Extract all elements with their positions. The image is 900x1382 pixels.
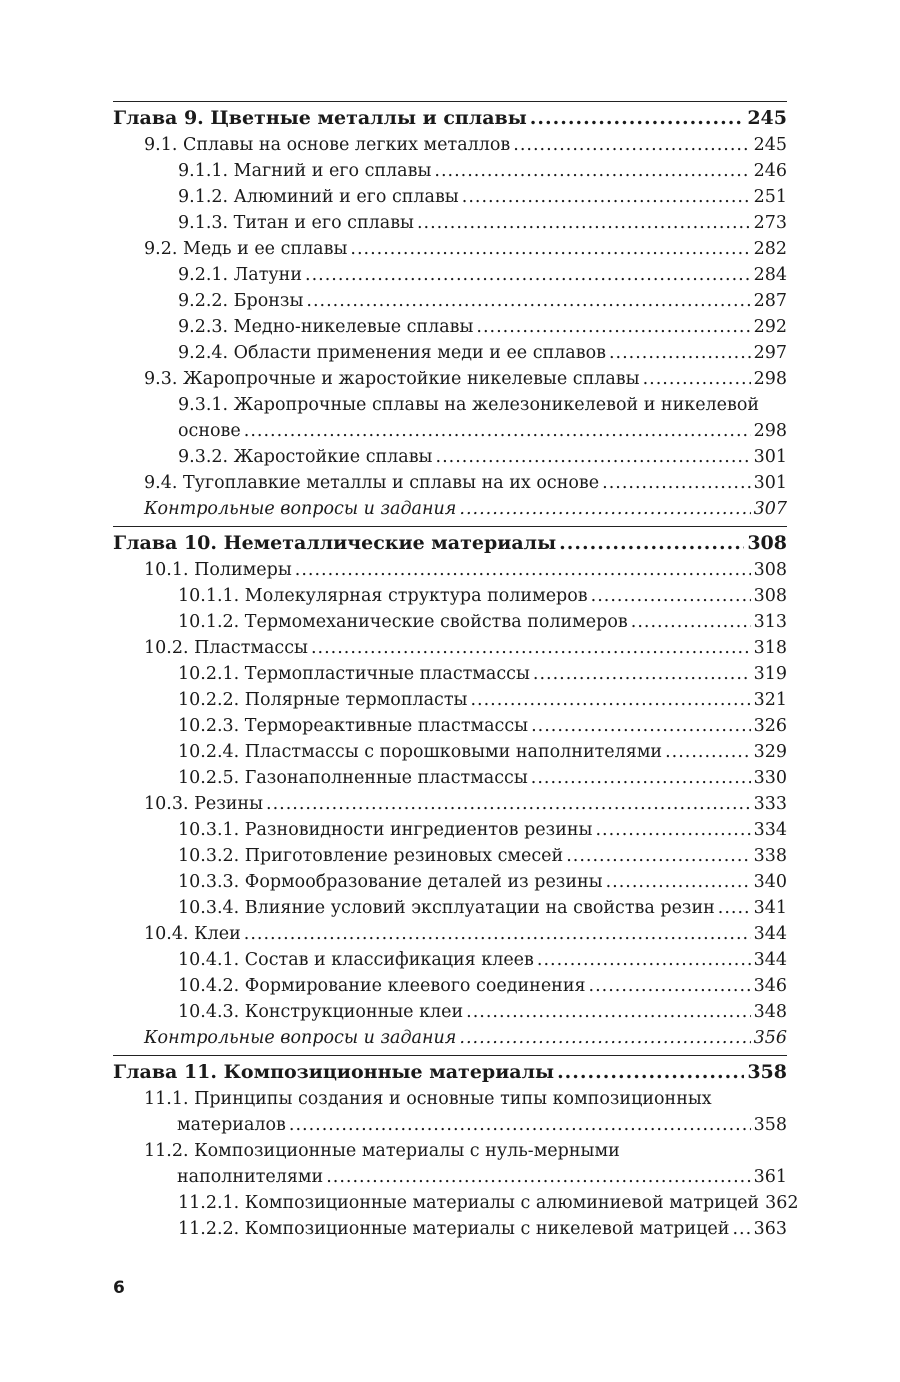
toc-page: 330 <box>753 768 787 788</box>
toc-title: 9.2.1. Латуни <box>178 265 302 285</box>
toc-title: 9.2. Медь и ее сплавы <box>144 239 348 259</box>
toc-title: 9.1.1. Магний и его сплавы <box>178 161 432 181</box>
toc-title-line-2: основе <box>178 421 241 441</box>
toc-title: 10.3.3. Формообразование деталей из резины <box>178 872 603 892</box>
toc-entry-10-1-2[interactable] <box>113 609 787 635</box>
toc-entry-9-questions[interactable] <box>113 496 787 522</box>
toc-entry-10-3[interactable] <box>113 791 787 817</box>
leader-dots <box>559 529 744 557</box>
toc-title: 11.2.2. Композиционные материалы с никелевой матрицей <box>178 1219 730 1239</box>
toc-chapter-10[interactable] <box>113 526 787 557</box>
toc-title-line-2: наполнителями <box>177 1167 324 1187</box>
toc-entry-10-3-1[interactable] <box>113 817 787 843</box>
toc-title: 9.2.2. Бронзы <box>178 291 304 311</box>
toc-page: 308 <box>753 586 787 606</box>
toc-page: 361 <box>753 1167 787 1187</box>
toc-entry-9-1-3[interactable] <box>113 210 787 236</box>
toc-page: 346 <box>753 976 787 996</box>
leader-dots <box>531 765 751 791</box>
toc-entry-9-4[interactable] <box>113 470 787 496</box>
toc-entry-10-2-4[interactable] <box>113 739 787 765</box>
toc-page: 329 <box>753 742 787 762</box>
toc-entry-10-4-2[interactable] <box>113 973 787 999</box>
toc-entry-9-2-1[interactable] <box>113 262 787 288</box>
toc-page: 340 <box>753 872 787 892</box>
toc-entry-9-3-1[interactable] <box>113 392 787 444</box>
toc-title: 10.3. Резины <box>144 794 264 814</box>
toc-entry-9-2-2[interactable] <box>113 288 787 314</box>
toc-entry-11-1[interactable] <box>113 1086 787 1138</box>
toc-page: 298 <box>753 421 787 441</box>
toc-page: 292 <box>753 317 787 337</box>
page-number: 6 <box>113 1278 125 1298</box>
toc-entry-9-2-3[interactable] <box>113 314 787 340</box>
toc-entry-10-2-5[interactable] <box>113 765 787 791</box>
toc-title: 10.2.1. Термопластичные пластмассы <box>178 664 530 684</box>
toc-page: 298 <box>753 369 787 389</box>
leader-dots <box>350 236 750 262</box>
toc-page: 341 <box>753 898 787 918</box>
toc-page: 344 <box>753 924 787 944</box>
leader-dots <box>459 1025 750 1051</box>
toc-chapter-11[interactable] <box>113 1055 787 1086</box>
toc-entry-10-2-1[interactable] <box>113 661 787 687</box>
toc-page: 308 <box>747 532 787 554</box>
leader-dots <box>606 869 751 895</box>
toc-entry-10-3-2[interactable] <box>113 843 787 869</box>
leader-dots <box>602 470 750 496</box>
toc-entry-10-4-1[interactable] <box>113 947 787 973</box>
toc-title-line-1: 11.2. Композиционные материалы с нуль-мерными <box>144 1141 620 1161</box>
leader-dots <box>595 817 750 843</box>
leader-dots <box>434 158 750 184</box>
toc-title: 10.2.4. Пластмассы с порошковыми наполнителями <box>178 742 663 762</box>
leader-dots <box>631 609 751 635</box>
toc-title: 10.2.5. Газонаполненные пластмассы <box>178 768 528 788</box>
leader-dots <box>289 1112 751 1138</box>
leader-dots <box>609 340 751 366</box>
leader-dots <box>591 583 751 609</box>
leader-dots <box>470 687 750 713</box>
leader-dots <box>311 635 751 661</box>
table-of-contents <box>113 101 799 1242</box>
leader-dots <box>326 1164 750 1190</box>
toc-title: 9.1.2. Алюминий и его сплавы <box>178 187 459 207</box>
toc-entry-9-1-2[interactable] <box>113 184 787 210</box>
leader-dots <box>436 444 751 470</box>
toc-entry-10-questions[interactable] <box>113 1025 787 1051</box>
toc-entry-10-4[interactable] <box>113 921 787 947</box>
leader-dots <box>266 791 751 817</box>
toc-page: 284 <box>753 265 787 285</box>
toc-title: 10.3.1. Разновидности ингредиентов резины <box>178 820 593 840</box>
toc-entry-10-3-4[interactable] <box>113 895 787 921</box>
toc-entry-10-2-2[interactable] <box>113 687 787 713</box>
toc-page: 348 <box>753 1002 787 1022</box>
toc-title: Контрольные вопросы и задания <box>144 499 457 519</box>
toc-page: 282 <box>753 239 787 259</box>
toc-entry-10-1[interactable] <box>113 557 787 583</box>
leader-dots <box>537 947 751 973</box>
toc-entry-10-3-3[interactable] <box>113 869 787 895</box>
toc-entry-9-1[interactable] <box>113 132 787 158</box>
toc-page: 308 <box>753 560 787 580</box>
leader-dots <box>589 973 751 999</box>
toc-title: 9.4. Тугоплавкие металлы и сплавы на их основе <box>144 473 600 493</box>
toc-title: Контрольные вопросы и задания <box>144 1028 457 1048</box>
toc-title: 10.3.4. Влияние условий эксплуатации на свойства резин <box>178 898 715 918</box>
leader-dots <box>244 921 751 947</box>
toc-chapter-9[interactable] <box>113 101 787 132</box>
toc-page: 334 <box>753 820 787 840</box>
toc-title: 10.1.1. Молекулярная структура полимеров <box>178 586 588 606</box>
toc-entry-11-2[interactable] <box>113 1138 787 1190</box>
toc-entry-10-4-3[interactable] <box>113 999 787 1025</box>
toc-title: 10.3.2. Приготовление резиновых смесей <box>178 846 564 866</box>
toc-page: 307 <box>753 499 787 519</box>
leader-dots <box>531 713 751 739</box>
leader-dots <box>462 184 751 210</box>
toc-entry-10-2-3[interactable] <box>113 713 787 739</box>
toc-page: 245 <box>747 107 787 129</box>
toc-title: 9.3.2. Жаростойкие сплавы <box>178 447 433 467</box>
toc-entry-9-2-4[interactable] <box>113 340 787 366</box>
toc-page: 333 <box>753 794 787 814</box>
toc-entry-9-2[interactable] <box>113 236 787 262</box>
toc-title-line-1: 9.3.1. Жаропрочные сплавы на железоникелевой и никелевой <box>178 395 760 415</box>
toc-page: 301 <box>753 473 787 493</box>
leader-dots <box>718 895 751 921</box>
leader-dots <box>459 496 750 522</box>
toc-title: 9.3. Жаропрочные и жаростойкие никелевые сплавы <box>144 369 640 389</box>
leader-dots <box>466 999 750 1025</box>
leader-dots <box>533 661 751 687</box>
toc-page: 356 <box>753 1028 787 1048</box>
leader-dots <box>476 314 750 340</box>
toc-title: 10.2.2. Полярные термопласты <box>178 690 468 710</box>
leader-dots <box>566 843 750 869</box>
toc-entry-9-3[interactable] <box>113 366 787 392</box>
leader-dots <box>295 557 751 583</box>
toc-page: 313 <box>753 612 787 632</box>
toc-title: 9.1. Сплавы на основе легких металлов <box>144 135 511 155</box>
toc-title: Глава 10. Неметаллические материалы <box>113 532 557 554</box>
toc-page: 245 <box>753 135 787 155</box>
leader-dots <box>513 132 750 158</box>
leader-dots <box>417 210 751 236</box>
toc-page: 358 <box>753 1115 787 1135</box>
toc-page: 358 <box>747 1061 787 1083</box>
toc-page: 344 <box>753 950 787 970</box>
toc-title: 11.2.1. Композиционные материалы с алюминиевой матрицей <box>178 1193 760 1213</box>
toc-title-line-1: 11.1. Принципы создания и основные типы композиционных <box>144 1089 712 1109</box>
toc-page: 363 <box>753 1219 787 1239</box>
toc-page: 251 <box>753 187 787 207</box>
toc-title: 10.2.3. Термореактивные пластмассы <box>178 716 529 736</box>
toc-page: 338 <box>753 846 787 866</box>
toc-page: 362 <box>765 1193 799 1213</box>
toc-page: 326 <box>753 716 787 736</box>
toc-page: 321 <box>753 690 787 710</box>
toc-title: Глава 9. Цветные металлы и сплавы <box>113 107 527 129</box>
toc-title: 9.2.4. Области применения меди и ее сплавов <box>178 343 606 363</box>
toc-entry-11-2-2[interactable] <box>113 1216 787 1242</box>
leader-dots <box>665 739 750 765</box>
toc-entry-10-1-1[interactable] <box>113 583 787 609</box>
toc-title: 10.2. Пластмассы <box>144 638 308 658</box>
leader-dots <box>306 288 750 314</box>
toc-page: 318 <box>753 638 787 658</box>
toc-title: 10.4. Клеи <box>144 924 241 944</box>
toc-entry-10-2[interactable] <box>113 635 787 661</box>
toc-entry-9-3-2[interactable] <box>113 444 787 470</box>
toc-title-line-2: материалов <box>177 1115 286 1135</box>
toc-page: 287 <box>753 291 787 311</box>
leader-dots <box>557 1058 744 1086</box>
toc-title: 10.4.2. Формирование клеевого соединения <box>178 976 586 996</box>
leader-dots <box>643 366 751 392</box>
toc-page: 297 <box>753 343 787 363</box>
toc-page: 273 <box>753 213 787 233</box>
toc-entry-11-2-1[interactable] <box>113 1190 799 1216</box>
leader-dots <box>305 262 751 288</box>
toc-page: 319 <box>753 664 787 684</box>
toc-title: Глава 11. Композиционные материалы <box>113 1061 555 1083</box>
toc-title: 10.1. Полимеры <box>144 560 292 580</box>
leader-dots <box>732 1216 750 1242</box>
toc-page: 246 <box>753 161 787 181</box>
toc-page: 301 <box>753 447 787 467</box>
toc-title: 9.2.3. Медно-никелевые сплавы <box>178 317 474 337</box>
toc-title: 10.4.1. Состав и классификация клеев <box>178 950 534 970</box>
leader-dots <box>244 418 751 444</box>
toc-entry-9-1-1[interactable] <box>113 158 787 184</box>
toc-title: 10.1.2. Термомеханические свойства полимеров <box>178 612 628 632</box>
toc-title: 9.1.3. Титан и его сплавы <box>178 213 414 233</box>
toc-title: 10.4.3. Конструкционные клеи <box>178 1002 464 1022</box>
leader-dots <box>530 104 745 132</box>
